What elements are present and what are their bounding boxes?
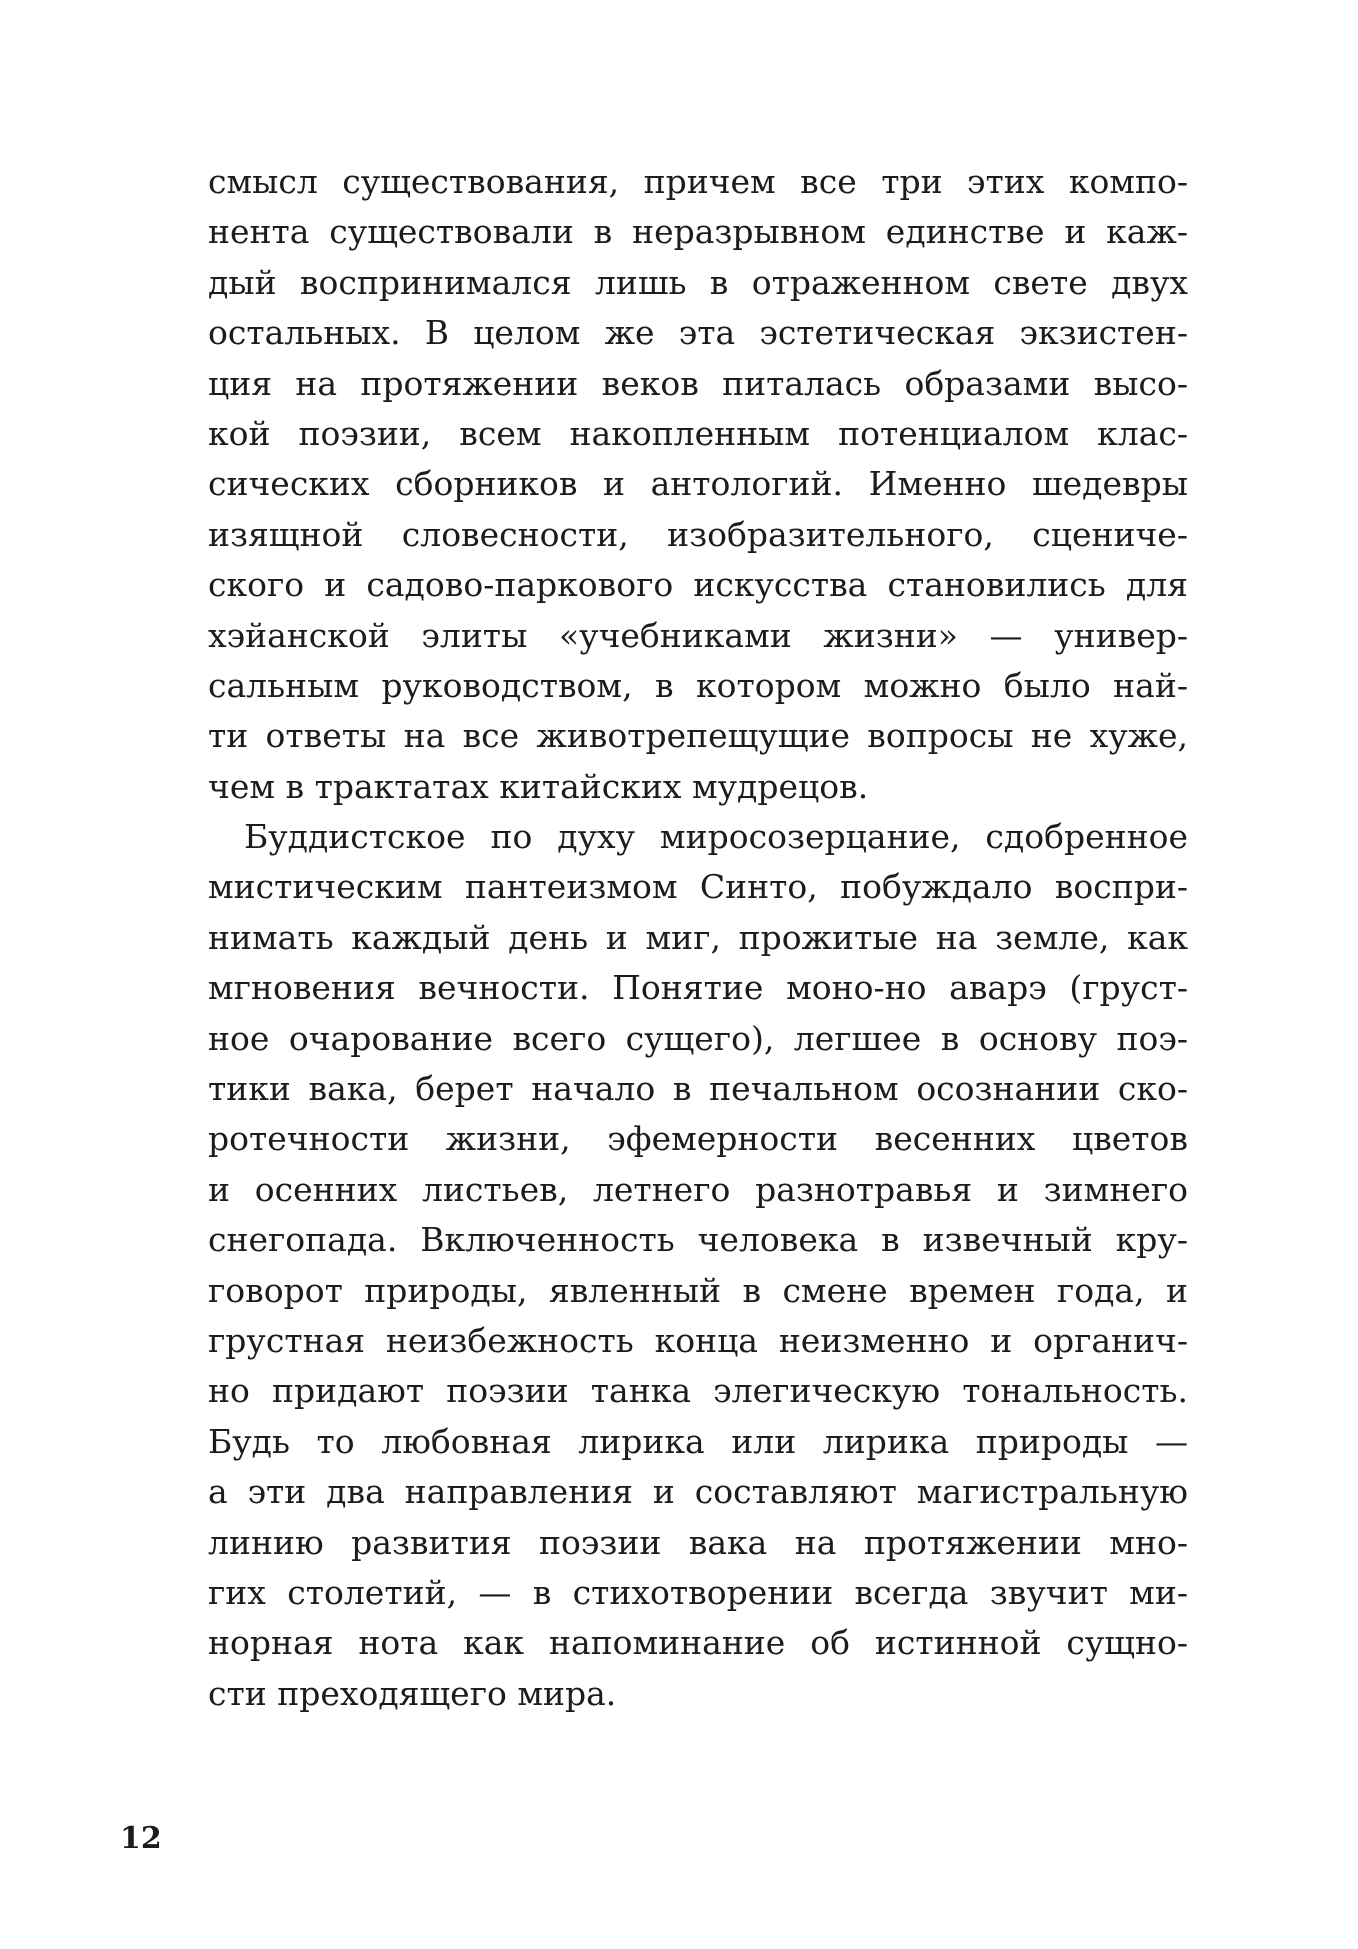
paragraph (208, 157, 1188, 812)
text-line: сических сборников и антологий. Именно шедевры (208, 464, 1188, 504)
text-line: нимать каждый день и миг, прожитые на земле, как (208, 917, 1188, 957)
text-line: изящной словесности, изобразительного, сцениче- (208, 514, 1188, 554)
text-line: линию развития поэзии вака на протяжении мно- (208, 1522, 1188, 1562)
text-line: кой поэзии, всем накопленным потенциалом клас- (208, 413, 1188, 453)
text-line: чем в трактатах китайских мудрецов. (208, 766, 869, 806)
text-line: остальных. В целом же эта эстетическая экзистен- (208, 313, 1188, 353)
text-line: сальным руководством, в котором можно было най- (208, 665, 1188, 705)
text-line: нента существовали в неразрывном единстве и каж- (208, 212, 1188, 252)
text-line: тики вака, берет начало в печальном осознании ско- (208, 1069, 1188, 1109)
text-line: смысл существования, причем все три этих компо- (208, 162, 1188, 201)
text-line: но придают поэзии танка элегическую тональность. (208, 1371, 1188, 1411)
text-line: говорот природы, явленный в смене времен года, и (208, 1270, 1188, 1310)
text-line: дый воспринимался лишь в отраженном свете двух (208, 262, 1188, 302)
text-line: снегопада. Включенность человека в извечный кру- (208, 1220, 1188, 1260)
text-line: ное очарование всего сущего), легшее в основу поэ- (208, 1018, 1188, 1058)
text-line: норная нота как напоминание об истинной сущно- (208, 1623, 1188, 1663)
text-line: а эти два направления и составляют магистральную (208, 1472, 1188, 1512)
text-line: мистическим пантеизмом Синто, побуждало воспри- (208, 867, 1188, 907)
text-line: гих столетий, — в стихотворении всегда звучит ми- (208, 1572, 1188, 1612)
text-line: ция на протяжении веков питалась образами высо- (208, 363, 1188, 403)
text-line: грустная неизбежность конца неизменно и органич- (208, 1320, 1188, 1360)
text-line: ти ответы на все животрепещущие вопросы не хуже, (208, 716, 1188, 756)
text-line: Буддистское по духу миросозерцание, сдобренное (244, 817, 1188, 857)
text-line: сти преходящего мира. (208, 1673, 617, 1713)
text-line: хэйанской элиты «учебниками жизни» — универ- (208, 615, 1188, 655)
text-line: и осенних листьев, летнего разнотравья и зимнего (208, 1169, 1188, 1209)
page-number: 12 (120, 1821, 162, 1856)
text-line: ского и садово-паркового искусства становились для (208, 565, 1188, 605)
paragraph (208, 812, 1188, 1719)
text-line: мгновения вечности. Понятие моно-но аварэ (груст- (208, 968, 1188, 1008)
text-line: ротечности жизни, эфемерности весенних цветов (208, 1119, 1188, 1159)
text-line: Будь то любовная лирика или лирика природы — (208, 1421, 1188, 1461)
body-text (208, 157, 1188, 1719)
